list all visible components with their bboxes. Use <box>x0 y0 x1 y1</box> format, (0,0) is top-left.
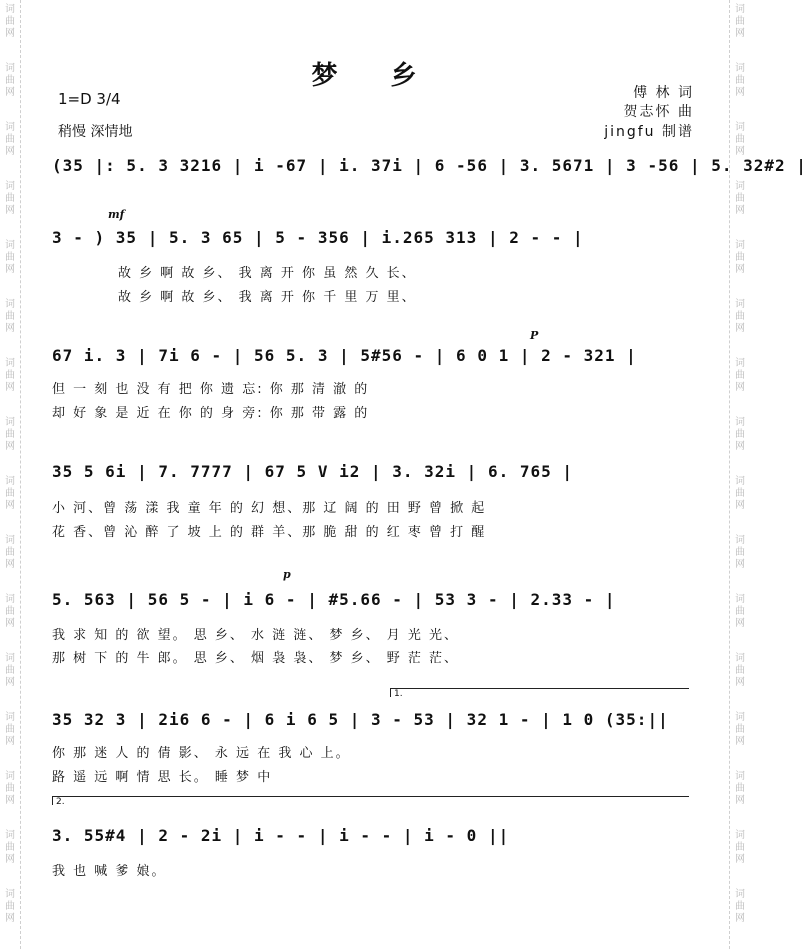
watermark-text: 词 曲 网 <box>735 771 745 806</box>
watermark-text: 词 曲 网 <box>5 830 15 865</box>
notation-row-5: 5. 563 | 56 5 - | i 6 - | #5.66 - | 53 3 - | 2.33 - | <box>52 590 616 609</box>
watermark-text: 词 曲 网 <box>735 181 745 216</box>
notation-row-3: 67 i. 3 | 7i 6 - | 56 5. 3 | 5#56 - | 6 0 1 | 2 - 321 | <box>52 346 637 365</box>
volta-1-label: 1. <box>394 689 403 699</box>
lyricist-credit: 傅 林 词 <box>633 85 694 101</box>
watermark-text: 词 曲 网 <box>735 653 745 688</box>
lyric-row-7-verse-1: 我 也 喊 爹 娘。 <box>52 864 167 879</box>
left-watermark-strip <box>0 0 21 949</box>
lyric-row-2-verse-1: 故 乡 啊 故 乡、 我 离 开 你 虽 然 久 长、 <box>118 266 417 281</box>
lyric-row-2-verse-2: 故 乡 啊 故 乡、 我 离 开 你 千 里 万 里、 <box>118 290 417 305</box>
volta-2-label: 2. <box>56 797 65 807</box>
dynamic-mf: mf <box>108 208 125 221</box>
watermark-text: 词 曲 网 <box>735 4 745 39</box>
right-watermark-strip <box>729 0 750 949</box>
watermark-text: 词 曲 网 <box>5 299 15 334</box>
volta-2-bracket <box>52 796 689 805</box>
lyric-row-6-verse-1: 你 那 迷 人 的 倩 影、 永 远 在 我 心 上。 <box>52 746 351 761</box>
lyric-row-5-verse-2: 那 树 下 的 牛 郎。 思 乡、 烟 袅 袅、 梦 乡、 野 茫 茫、 <box>52 651 459 666</box>
watermark-text: 词 曲 网 <box>735 712 745 747</box>
volta-1-bracket <box>390 688 689 697</box>
watermark-text: 词 曲 网 <box>5 712 15 747</box>
watermark-text: 词 曲 网 <box>735 358 745 393</box>
watermark-text: 词 曲 网 <box>5 240 15 275</box>
watermark-text: 词 曲 网 <box>735 240 745 275</box>
watermark-text: 词 曲 网 <box>5 417 15 452</box>
watermark-text: 词 曲 网 <box>5 889 15 924</box>
notation-row-4: 35 5 6i | 7. 7777 | 67 5 V i2 | 3. 32i | 6. 765 | <box>52 462 574 481</box>
watermark-text: 词 曲 网 <box>735 830 745 865</box>
lyric-row-3-verse-2: 却 好 象 是 近 在 你 的 身 旁: 你 那 带 露 的 <box>52 406 370 421</box>
watermark-text: 词 曲 网 <box>5 535 15 570</box>
song-title: 梦 乡 <box>311 61 439 91</box>
watermark-text: 词 曲 网 <box>735 594 745 629</box>
notation-row-2: 3 - ) 35 | 5. 3 65 | 5 - 356 | i.265 313 | 2 - - | <box>52 228 584 247</box>
key-signature: 1=D 3/4 <box>58 90 121 108</box>
lyric-row-4-verse-2: 花 香、曾 沁 醉 了 坡 上 的 群 羊、那 脆 甜 的 红 枣 曾 打 醒 <box>52 525 487 540</box>
lyric-row-5-verse-1: 我 求 知 的 欲 望。 思 乡、 水 涟 涟、 梦 乡、 月 光 光、 <box>52 628 459 643</box>
watermark-text: 词 曲 网 <box>735 63 745 98</box>
watermark-text: 词 曲 网 <box>5 771 15 806</box>
dynamic-p-1: P <box>530 329 539 342</box>
watermark-text: 词 曲 网 <box>735 889 745 924</box>
notation-row-6: 35 32 3 | 2i6 6 - | 6 i 6 5 | 3 - 53 | 32 1 - | 1 0 (35:|| <box>52 710 669 729</box>
watermark-text: 词 曲 网 <box>735 476 745 511</box>
watermark-text: 词 曲 网 <box>735 535 745 570</box>
watermark-text: 词 曲 网 <box>5 358 15 393</box>
notation-row-1: (35 |: 5. 3 3216 | i -67 | i. 37i | 6 -56 | 3. 5671 | 3 -56 | 5. 32#2 | <box>52 156 807 175</box>
watermark-text: 词 曲 网 <box>5 653 15 688</box>
dynamic-p-2: p <box>283 568 291 581</box>
composer-credit: 贺志怀 曲 <box>623 104 694 120</box>
lyric-row-4-verse-1: 小 河、曾 荡 漾 我 童 年 的 幻 想、那 辽 阔 的 田 野 曾 掀 起 <box>52 501 487 516</box>
watermark-text: 词 曲 网 <box>735 122 745 157</box>
watermark-text: 词 曲 网 <box>5 63 15 98</box>
lyric-row-6-verse-2: 路 遥 远 啊 情 思 长。 睡 梦 中 <box>52 770 273 785</box>
watermark-text: 词 曲 网 <box>735 299 745 334</box>
watermark-text: 词 曲 网 <box>735 417 745 452</box>
watermark-text: 词 曲 网 <box>5 476 15 511</box>
notation-credit: jingfu 制谱 <box>604 124 694 140</box>
watermark-text: 词 曲 网 <box>5 181 15 216</box>
tempo-marking: 稍慢 深情地 <box>58 124 133 140</box>
notation-row-7: 3. 55#4 | 2 - 2i | i - - | i - - | i - 0 || <box>52 826 510 845</box>
watermark-text: 词 曲 网 <box>5 122 15 157</box>
lyric-row-3-verse-1: 但 一 刻 也 没 有 把 你 遗 忘: 你 那 清 澈 的 <box>52 382 370 397</box>
watermark-text: 词 曲 网 <box>5 594 15 629</box>
watermark-text: 词 曲 网 <box>5 4 15 39</box>
